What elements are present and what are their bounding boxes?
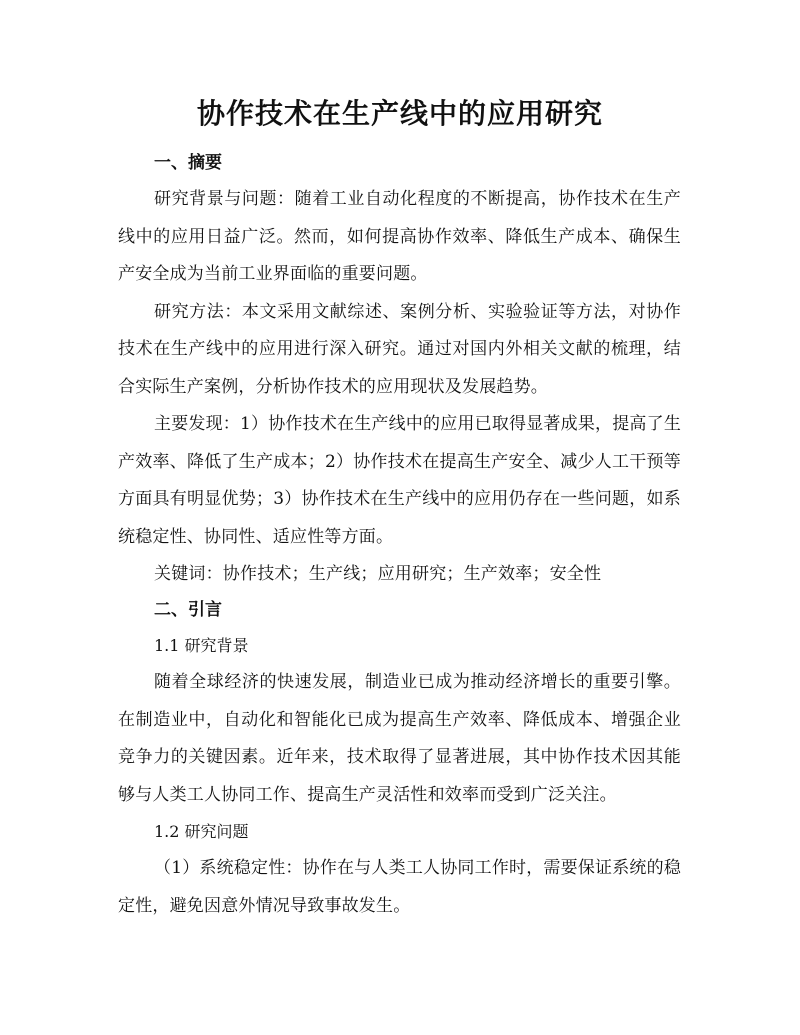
subsection-heading-background: 1.1 研究背景 (154, 636, 249, 655)
section-heading-abstract: 一、摘要 (154, 153, 222, 173)
background-paragraph: 随着全球经济的快速发展，制造业已成为推动经济增长的重要引擎。在制造业中，自动化和智能化已成为提高生产效率、降低成本、增强企业竞争力的关键因素。近年来，技术取得了显著进展，其中协作技术因其能够与人类工人协同工作、提高生产灵活性和效率而受到广泛关注。 (118, 672, 681, 805)
abstract-background-paragraph: 研究背景与问题：随着工业自动化程度的不断提高，协作技术在生产线中的应用日益广泛。然而，如何提高协作效率、降低生产成本、确保生产安全成为当前工业界面临的重要问题。 (118, 189, 681, 284)
document-body (118, 145, 681, 925)
abstract-method-paragraph: 研究方法：本文采用文献综述、案例分析、实验验证等方法，对协作技术在生产线中的应用进行深入研究。通过对国内外相关文献的梳理，结合实际生产案例，分析协作技术的应用现状及发展趋势。 (118, 301, 681, 397)
problem-1-paragraph: （1）系统稳定性：协作在与人类工人协同工作时，需要保证系统的稳定性，避免因意外情况导致事故发生。 (118, 858, 682, 916)
section-heading-introduction: 二、引言 (154, 600, 222, 620)
keywords-line: 关键词：协作技术；生产线；应用研究；生产效率；安全性 (154, 564, 602, 584)
document-title: 协作技术在生产线中的应用研究 (196, 97, 603, 130)
abstract-findings-paragraph: 主要发现：1）协作技术在生产线中的应用已取得显著成果，提高了生产效率、降低了生产成本；2）协作技术在提高生产安全、减少人工干预等方面具有明显优势；3）协作技术在生产线中的应用仍存在一些问题，如系统稳定性、协同性、适应性等方面。 (118, 414, 682, 547)
subsection-heading-problems: 1.2 研究问题 (154, 822, 249, 841)
